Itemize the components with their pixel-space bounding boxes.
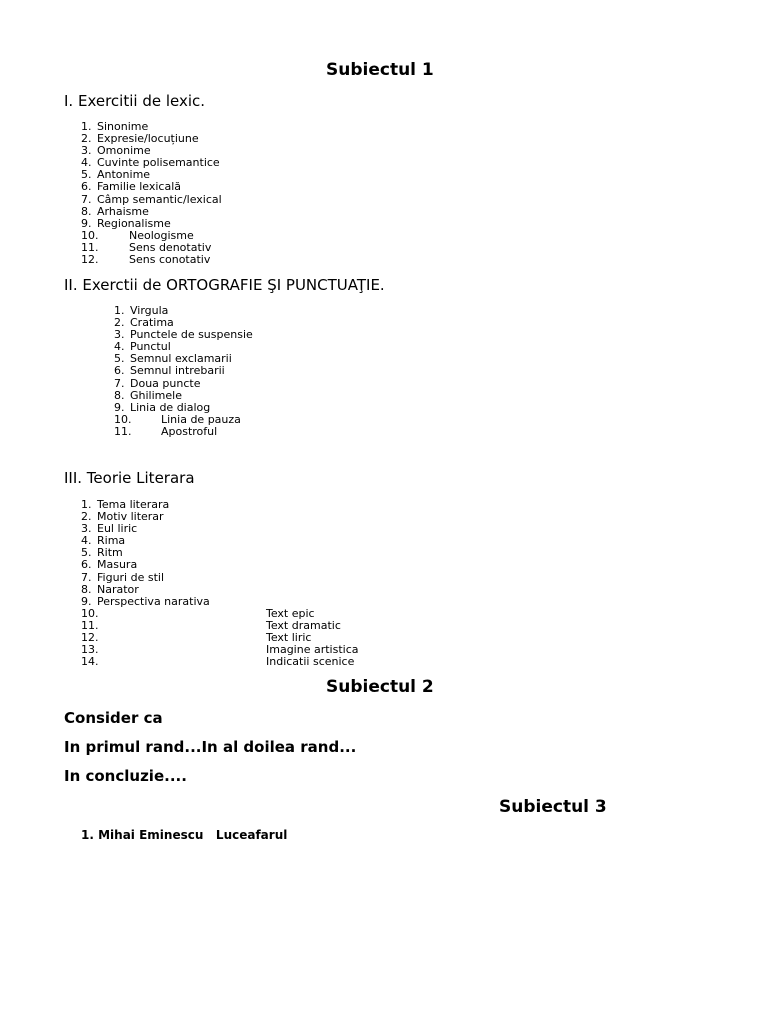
list-item-number: 2. xyxy=(114,316,125,330)
list-item-text: Cratima xyxy=(130,316,174,330)
list-item-number: 12. xyxy=(81,253,99,267)
list-item-text: Semnul exclamarii xyxy=(130,352,232,366)
section-ortografie-heading: II. Exerctii de ORTOGRAFIE ŞI PUNCTUAŢIE. xyxy=(64,276,385,294)
list-item-number: 13. xyxy=(81,643,99,657)
list-item-number: 1. xyxy=(81,498,92,511)
list-item-text: Familie lexicală xyxy=(97,180,181,194)
list-item-text: Linia de dialog xyxy=(130,400,211,414)
list-item-text: Punctele de suspensie xyxy=(130,328,253,342)
list-item-text: Ghilimele xyxy=(130,388,182,402)
list-item-text: Imagine artistica xyxy=(266,643,359,657)
list-item-number: 7. xyxy=(81,192,92,206)
list-item-text: Regionalisme xyxy=(97,216,171,230)
list-item-text: Linia de pauza xyxy=(161,412,241,426)
list-item-number: 7. xyxy=(81,570,92,584)
list-item-text: Text dramatic xyxy=(266,618,341,632)
list-item-text: Perspectiva narativa xyxy=(97,594,210,608)
list-item-text: Antonime xyxy=(97,168,151,182)
list-item-number: 4. xyxy=(114,340,125,354)
list-item-text: Expresie/locuțiune xyxy=(97,132,199,146)
list-item-number: 12. xyxy=(81,631,99,645)
list-item-text: Arhaisme xyxy=(97,204,149,218)
list-item-number: 11. xyxy=(114,424,132,438)
list-item-text: Indicatii scenice xyxy=(266,655,355,669)
section-teorie-heading: III. Teorie Literara xyxy=(64,469,195,487)
list-item-text: Motiv literar xyxy=(97,510,164,524)
list-item-text: Eul liric xyxy=(97,522,138,536)
list-item-text: Figuri de stil xyxy=(97,570,165,584)
subiectul-2-line-2: In primul rand...In al doilea rand... xyxy=(64,738,357,756)
subiectul-3-item xyxy=(81,828,287,842)
list-item-number: 8. xyxy=(81,204,92,218)
list-item-number: 11. xyxy=(81,240,99,254)
list-item-text: Neologisme xyxy=(129,228,194,242)
list-item-number: 8. xyxy=(81,582,92,596)
list-item-number: 5. xyxy=(81,546,92,560)
list-item-number: 2. xyxy=(81,132,92,146)
subiectul-2-line-3: In concluzie.... xyxy=(64,767,187,785)
subiectul-3-item-number: 1. xyxy=(81,828,94,842)
list-item-text: Sens denotativ xyxy=(129,240,212,254)
list-item-number: 4. xyxy=(81,156,92,170)
list-item-number: 3. xyxy=(81,144,92,158)
list-item-number: 9. xyxy=(81,216,92,230)
list-item-text: Sens conotativ xyxy=(129,253,211,267)
list-item-text: Omonime xyxy=(97,144,151,158)
list-item-number: 2. xyxy=(81,510,92,524)
list-item-number: 14. xyxy=(81,655,99,669)
list-item-number: 3. xyxy=(114,328,125,342)
list-item-number: 5. xyxy=(81,168,92,182)
list-item-number: 11. xyxy=(81,618,99,632)
list-item-text: Sinonime xyxy=(97,120,149,133)
section-lexic-heading: I. Exercitii de lexic. xyxy=(64,92,206,110)
list-item-text: Rima xyxy=(97,534,126,548)
list-item-number: 3. xyxy=(81,522,92,536)
list-item-number: 1. xyxy=(114,304,125,317)
list-item-number: 1. xyxy=(81,120,92,133)
list-item-number: 10. xyxy=(114,412,132,426)
list-item-number: 5. xyxy=(114,352,125,366)
list-item-number: 8. xyxy=(114,388,125,402)
subiectul-2-line-1: Consider ca xyxy=(64,709,163,727)
list-item-number: 4. xyxy=(81,534,92,548)
list-item-text: Doua puncte xyxy=(130,376,201,390)
list-item-text: Câmp semantic/lexical xyxy=(97,192,222,206)
list-item-number: 10. xyxy=(81,606,99,620)
list-item-text: Text epic xyxy=(266,606,315,620)
list-item-text: Tema literara xyxy=(97,498,170,511)
list-item-text: Virgula xyxy=(130,304,169,317)
subiectul-3-item-text: Mihai Eminescu Luceafarul xyxy=(98,828,288,842)
list-item-text: Ritm xyxy=(97,546,123,560)
subiectul-3-title: Subiectul 3 xyxy=(499,797,607,817)
list-item-text: Semnul intrebarii xyxy=(130,364,225,378)
subiectul-2-title: Subiectul 2 xyxy=(326,677,434,697)
list-item-number: 6. xyxy=(114,364,125,378)
list-item-number: 7. xyxy=(114,376,125,390)
list-item-number: 6. xyxy=(81,558,92,572)
list-item-number: 10. xyxy=(81,228,99,242)
list-item-text: Masura xyxy=(97,558,138,572)
list-item-number: 6. xyxy=(81,180,92,194)
list-item-text: Text liric xyxy=(266,631,312,645)
list-item-number: 9. xyxy=(81,594,92,608)
list-item-text: Punctul xyxy=(130,340,171,354)
subiectul-1-title: Subiectul 1 xyxy=(326,60,434,80)
list-item-text: Narator xyxy=(97,582,139,596)
list-item-text: Apostroful xyxy=(161,424,218,438)
list-item-text: Cuvinte polisemantice xyxy=(97,156,220,170)
list-item-number: 9. xyxy=(114,400,125,414)
